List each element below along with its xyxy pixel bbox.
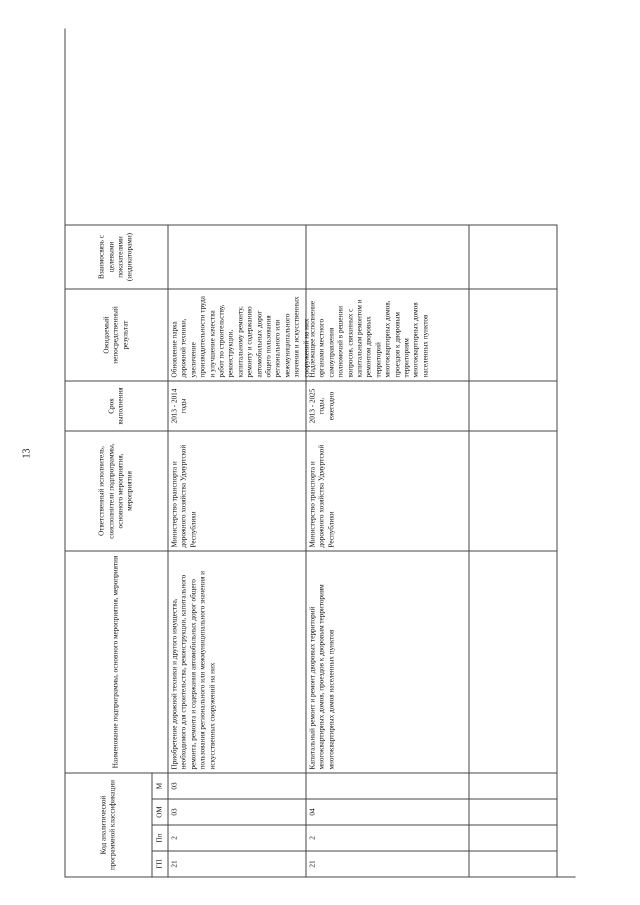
table-cell-empty [470, 430, 558, 550]
table-cell-result: Надлежащее исполнение органами местного самоуправления полномочий в решении вопросов, связанных с капитальным ремонтом и ремонтом дворовых территорий многоквартирных домов, проездов к дворовым территориям многоквартирных домов населенных пунктов [307, 288, 470, 380]
table-cell-link [169, 224, 307, 288]
header-name: Наименование подпрограммы, основного мероприятия, мероприятия [66, 550, 169, 772]
table-cell-empty [470, 224, 558, 288]
table-cell-empty [470, 550, 558, 772]
header-term: Срок выполнения [66, 380, 169, 430]
table-cell-pp: 2 [307, 824, 470, 850]
header-gp: ГП [153, 850, 169, 876]
header-link: Взаимосвязь с целевыми показателями (индикаторами) [66, 224, 169, 288]
table-cell-empty [470, 824, 558, 850]
page-number: 13 [21, 448, 33, 459]
program-table [65, 28, 576, 877]
table-cell-executor: Министерство транспорта и дорожного хозяйства Удмуртской Республики [307, 430, 470, 550]
table-cell-empty [470, 798, 558, 824]
table-cell-empty [470, 288, 558, 380]
table-cell-empty [470, 772, 558, 798]
table-cell-empty [470, 850, 558, 876]
table-cell-om: 03 [169, 798, 307, 824]
table-cell-om: 04 [307, 798, 470, 824]
table-cell-result: Обновление парка дорожной техники, увеличение производительности труда и улучшение качества работ по строительству, реконструкции, капитальному ремонту, ремонту и содержанию автомобильных дорог общего пользования регионального или межмуниципального значения и искусственных сооружений на них [169, 288, 307, 380]
table-cell-term: 2013 - 2014 годы [169, 380, 307, 430]
header-result: Ожидаемый непосредственный результат [66, 288, 169, 380]
table-cell-name: Приобретение дорожной техники и другого имущества, необходимого для строительства, реконструкции, капитального ремонта, ремонта и содержания автомобильных дорог общего пользования регионального или межмуниципального значения и искусственных сооружений на них [169, 550, 307, 772]
table-cell-gp: 21 [307, 850, 470, 876]
table-cell-link [307, 224, 470, 288]
table-cell-pp: 2 [169, 824, 307, 850]
table-cell-m: 03 [169, 772, 307, 798]
header-om: ОМ [153, 798, 169, 824]
table-cell-name: Капитальный ремонт и ремонт дворовых территорий многоквартирных домов, проездов к дворовым территориям многоквартирных домов населенных пунктов [307, 550, 470, 772]
table-cell-executor: Министерство транспорта и дорожного хозяйства Удмуртской Республики [169, 430, 307, 550]
header-m: М [153, 772, 169, 798]
header-executor: Ответственный исполнитель, соисполнители подпрограммы, основного мероприятия, мероприятия [66, 430, 169, 550]
table-cell-gp: 21 [169, 850, 307, 876]
table-cell-term: 2013 - 2025 годы, ежегодно [307, 380, 470, 430]
header-pp: Пп [153, 824, 169, 850]
table-cell-m [307, 772, 470, 798]
table-cell-empty [470, 380, 558, 430]
header-code-group: Код аналитической программной классификации [66, 772, 153, 876]
